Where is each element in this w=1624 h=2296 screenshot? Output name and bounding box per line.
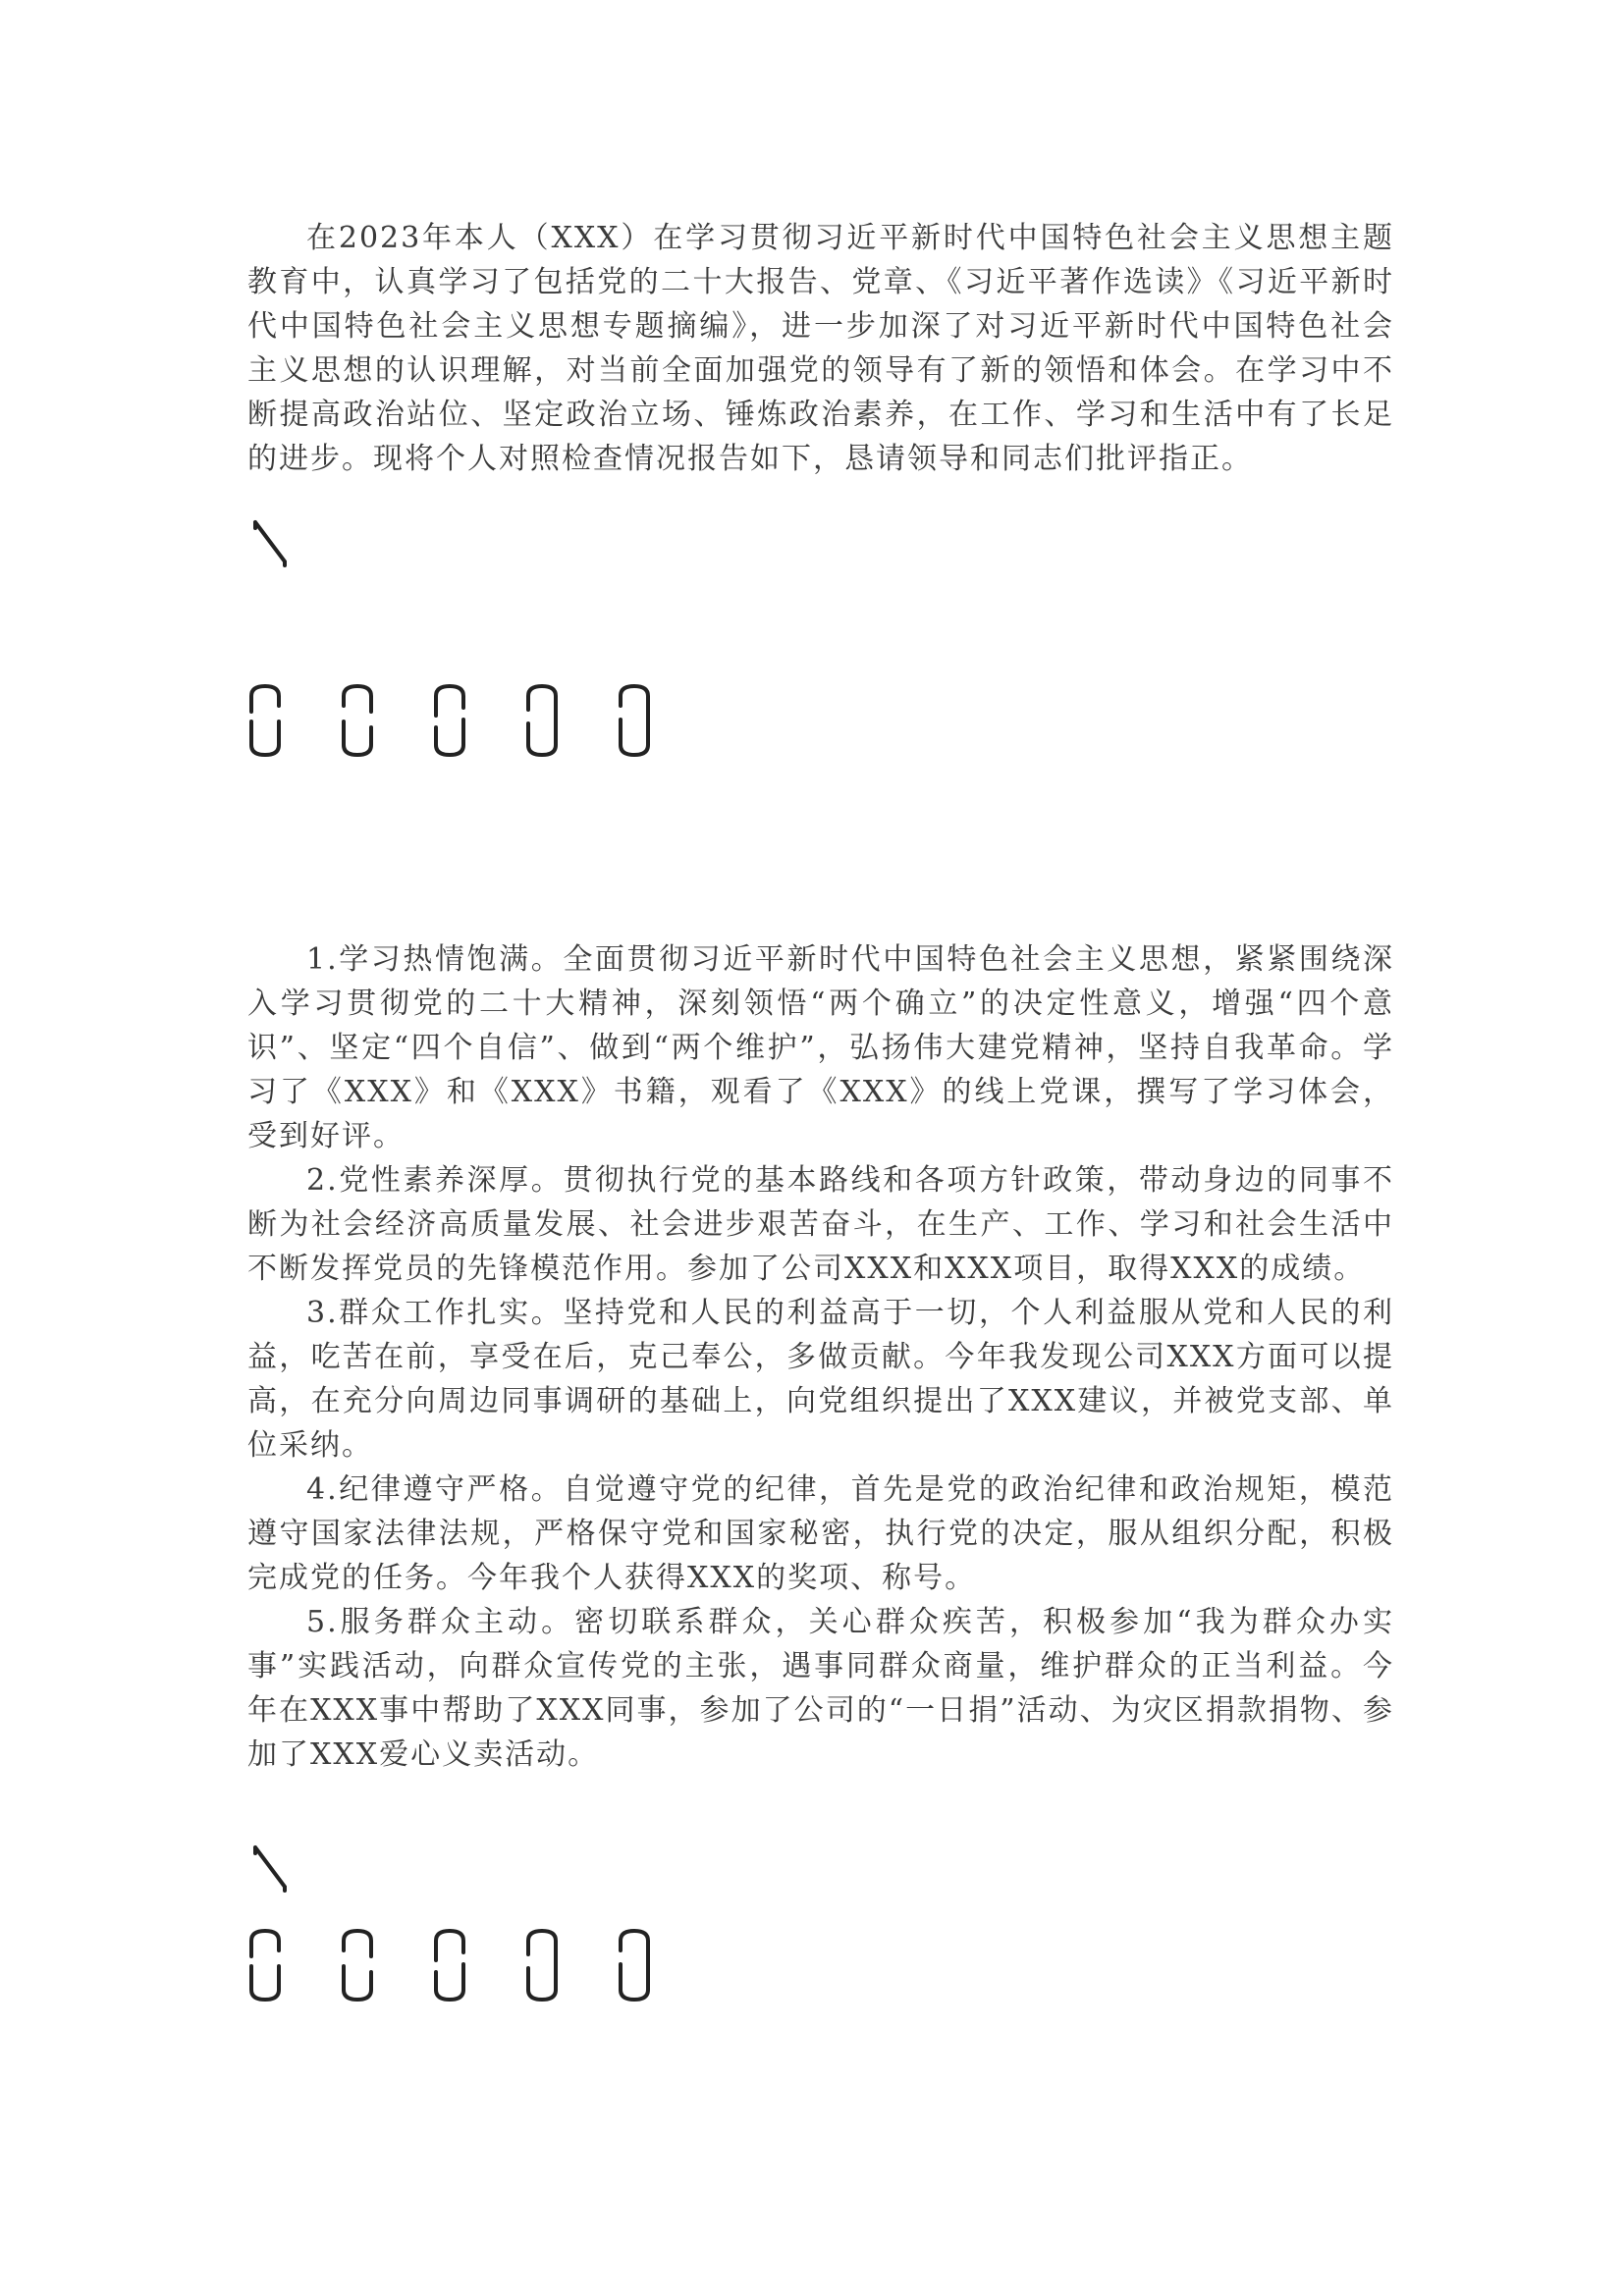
list-item-2 [247,1158,1394,1291]
list-item-5 [247,1600,1394,1777]
item-lead: 1.学习热情饱满。 [306,942,564,977]
item-text: 自觉遵守党的纪律，首先是党的政治纪律和政治规矩，模范遵守国家法律法规，严格保守党和国家秘密，执行党的决定，服从组织分配，积极完成党的任务。今年我个人获得XXX的奖项、称号。 [247,1472,1395,1595]
item-text: 贯彻执行党的基本路线和各项方针政策，带动身边的同事不断为社会经济高质量发展、社会进步艰苦奋斗，在生产、工作、学习和社会生活中不断发挥党员的先锋模范作用。参加了公司XXX和XXX项目，取得XXX的成绩。 [247,1163,1395,1286]
item-lead: 3.群众工作扎实。 [306,1296,564,1330]
list-item-1 [247,937,1394,1158]
item-lead: 4.纪律遵守严格。 [306,1472,564,1507]
heading-placeholder-glyphs [247,1927,660,2005]
heading-placeholder-glyphs [247,682,660,761]
list-item-4 [247,1468,1394,1600]
intro-paragraph: 在2023年本人（XXX）在学习贯彻习近平新时代中国特色社会主义思想主题教育中，认真学习了包括党的二十大报告、党章、《习近平著作选读》《习近平新时代中国特色社会主义思想专题摘编》，进一步加深了对习近平新时代中国特色社会主义思想的认识理解，对当前全面加强党的领导有了新的领悟和体会。在学习中不断提高政治站位、坚定政治立场、锤炼政治素养，在工作、学习和生活中有了长足的进步。现将个人对照检查情况报告如下，恳请领导和同志们批评指正。 [247,221,1394,476]
heading-mark-glyph [251,1843,291,1893]
item-text: 密切联系群众，关心群众疾苦，积极参加“我为群众办实事”实践活动，向群众宣传党的主张，遇事同群众商量，维护群众的正当利益。今年在XXX事中帮助了XXX同事，参加了公司的“一日捐”活动、为灾区捐款捐物、参加了XXX爱心义卖活动。 [247,1605,1395,1772]
item-lead: 2.党性素养深厚。 [306,1163,564,1198]
list-item-3 [247,1291,1394,1468]
item-text: 全面贯彻习近平新时代中国特色社会主义思想，紧紧围绕深入学习贯彻党的二十大精神，深刻领悟“两个确立”的决定性意义，增强“四个意识”、坚定“四个自信”、做到“两个维护”，弘扬伟大建党精神，坚持自我革命。学习了《XXX》和《XXX》书籍，观看了《XXX》的线上党课，撰写了学习体会，受到好评。 [247,942,1395,1153]
item-text: 坚持党和人民的利益高于一切，个人利益服从党和人民的利益，吃苦在前，享受在后，克己奉公，多做贡献。今年我发现公司XXX方面可以提高，在充分向周边同事调研的基础上，向党组织提出了XXX建议，并被党支部、单位采纳。 [247,1296,1395,1463]
item-lead: 5.服务群众主动。 [306,1605,575,1639]
body-list [247,937,1394,1777]
heading-mark-glyph [251,518,291,567]
